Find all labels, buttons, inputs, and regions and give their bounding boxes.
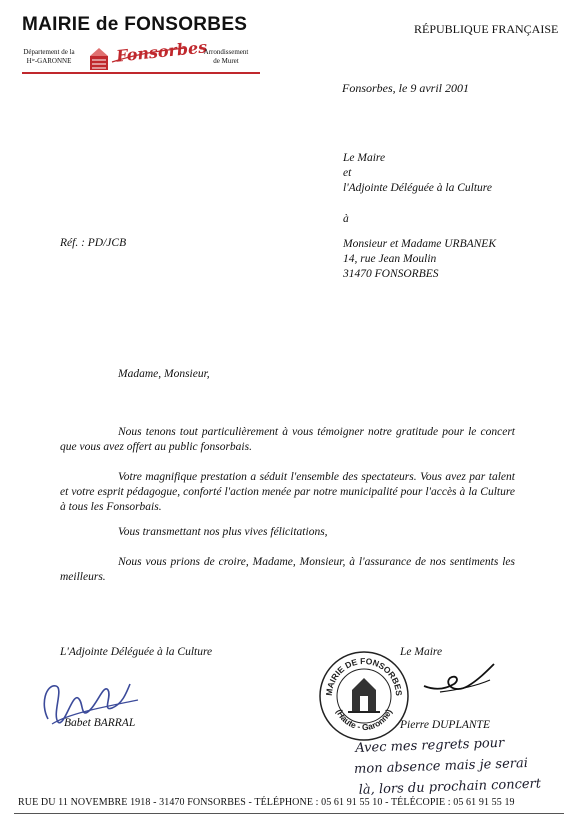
department-line-2: Hᵗᵉ-GARONNE xyxy=(26,57,72,65)
recipient-city: 31470 FONSORBES xyxy=(343,268,439,280)
logo-text: Fonsorbes xyxy=(115,37,209,66)
recipient-block xyxy=(343,237,496,282)
arrondissement-line-2: de Muret xyxy=(213,57,239,65)
department-label xyxy=(18,48,80,66)
adjointe-name: Babet BARRAL xyxy=(64,717,136,729)
stamp-top-text: MAIRIE DE FONSORBES xyxy=(323,655,405,697)
reference: Réf. : PD/JCB xyxy=(60,237,127,249)
handwritten-line: Avec mes regrets pour xyxy=(355,735,505,756)
recipient-name: Monsieur et Madame URBANEK xyxy=(343,238,496,250)
handwritten-line: mon absence mais je serai xyxy=(353,755,529,778)
department-line-1: Département de la xyxy=(23,48,75,56)
header-divider xyxy=(22,72,260,74)
maire-name: Pierre DUPLANTE xyxy=(400,719,490,731)
stamp-emblem-icon xyxy=(348,678,380,712)
body-paragraph: Nous vous prions de croire, Madame, Monsieur, à l'assurance de nos sentiments les meilleurs. xyxy=(60,556,515,583)
recipient-street: 14, rue Jean Moulin xyxy=(343,253,437,265)
sender-line-2: et xyxy=(343,167,352,179)
arrondissement-line-1: Arrondissement xyxy=(203,48,249,56)
official-stamp xyxy=(318,650,410,747)
sender-line-1: Le Maire xyxy=(343,152,386,164)
republic-label: RÉPUBLIQUE FRANÇAISE xyxy=(414,22,559,36)
maire-signature xyxy=(420,656,500,711)
body-paragraph: Vous transmettant nos plus vives félicitations, xyxy=(118,526,328,538)
to-preposition: à xyxy=(343,213,349,225)
salutation: Madame, Monsieur, xyxy=(118,368,210,380)
letter-date: Fonsorbes, le 9 avril 2001 xyxy=(342,81,469,95)
handwritten-note xyxy=(339,732,541,802)
body-paragraph: Votre magnifique prestation a séduit l'ensemble des spectateurs. Vous avez par talent et votre esprit pédagogue, conforté l'action menée par notre municipalité pour l'accès à la Culture à tous les Fonsorbais. xyxy=(60,471,515,513)
adjointe-title: L'Adjointe Déléguée à la Culture xyxy=(60,646,213,658)
body-paragraph: Nous tenons tout particulièrement à vous témoigner notre gratitude pour le concert que vous avez offert au public fonsorbais. xyxy=(60,426,515,453)
letterhead-title: MAIRIE de FONSORBES xyxy=(22,14,248,35)
stamp-bottom-text: (Haute - Garonne) xyxy=(334,707,394,733)
sender-block xyxy=(343,151,492,196)
maire-title: Le Maire xyxy=(400,646,443,658)
sender-line-3: l'Adjointe Déléguée à la Culture xyxy=(343,182,492,194)
footer-address: RUE DU 11 NOVEMBRE 1918 - 31470 FONSORBES - TÉLÉPHONE : 05 61 91 55 10 - TÉLÉCOPIE : 05 61 91 55 19 xyxy=(18,797,515,808)
footer-divider xyxy=(14,813,564,814)
arrondissement-label xyxy=(192,48,260,66)
handwritten-line: là, lors du prochain concert xyxy=(358,776,542,798)
logo-emblem-icon xyxy=(90,48,108,70)
